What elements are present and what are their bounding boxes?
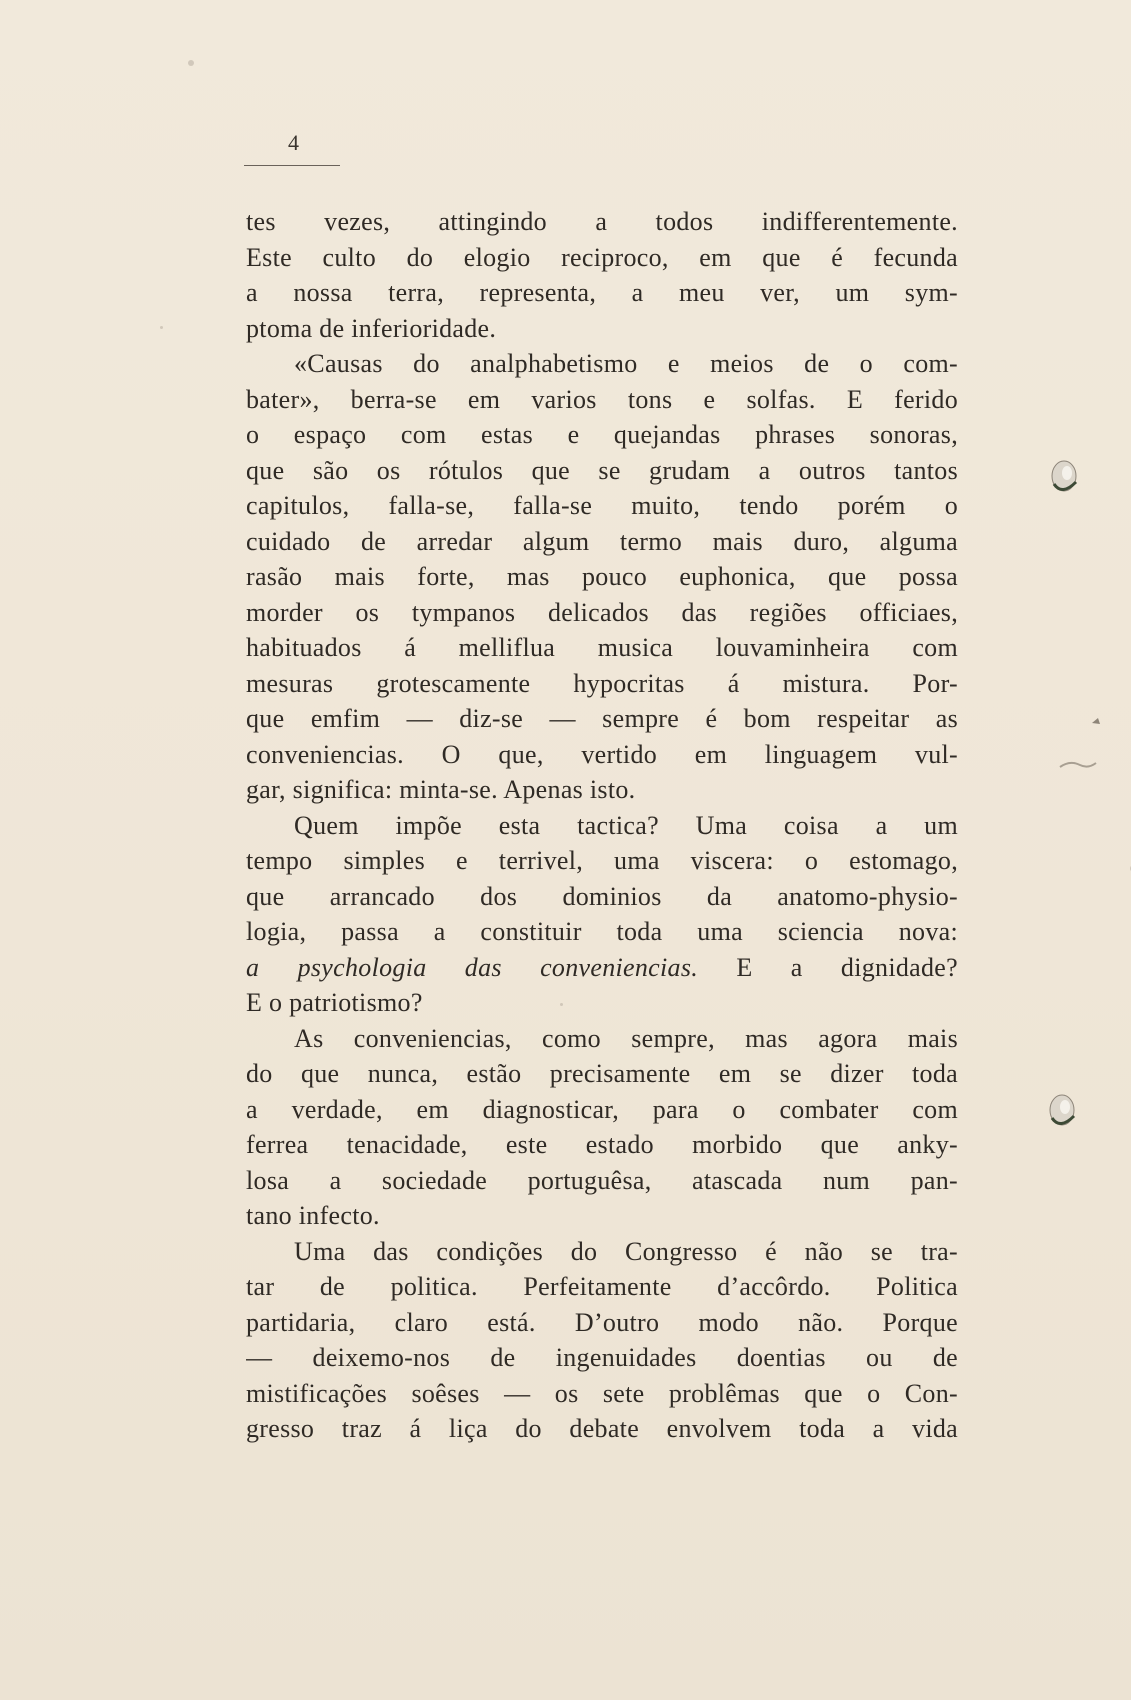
- text-line: que são os rótulos que se grudam a outros tantos: [246, 455, 958, 485]
- text-line: Uma das condições do Congresso é não se tra-: [294, 1236, 958, 1266]
- page-header: [244, 130, 340, 166]
- text-line-rest: E a dignidade?: [698, 952, 958, 982]
- text-line: que arrancado dos dominios da anatomo-physio-: [246, 881, 958, 911]
- text-line: capitulos, falla-se, falla-se muito, tendo porém o: [246, 491, 958, 520]
- text-line: do que nunca, estão precisamente em se dizer toda: [246, 1059, 958, 1088]
- text-line: mistificações soêses — os sete problêmas que o Con-: [246, 1378, 958, 1408]
- binding-ring-icon: [1042, 456, 1082, 496]
- header-rule: [244, 165, 340, 166]
- text-line: gresso traz á liça do debate envolvem toda a vida: [246, 1414, 958, 1443]
- text-line: Quem impõe esta tactica? Uma coisa a um: [294, 810, 958, 840]
- paper-speck: [160, 326, 163, 329]
- paper-speck: [188, 60, 194, 66]
- text-line: mesuras grotescamente hypocritas á mistura. Por-: [246, 668, 958, 698]
- text-line: habituados á melliflua musica louvaminheira com: [246, 633, 958, 662]
- text-line: ferrea tenacidade, este estado morbido que anky-: [246, 1130, 958, 1159]
- text-line: E o patriotismo?: [246, 988, 423, 1017]
- text-line: losa a sociedade portuguêsa, atascada num pan-: [246, 1165, 958, 1195]
- margin-mark-icon: [1090, 715, 1102, 727]
- text-line: logia, passa a constituir toda uma sciencia nova:: [246, 917, 958, 946]
- text-line: [246, 950, 958, 986]
- text-line: gar, significa: minta-se. Apenas isto.: [246, 775, 636, 804]
- margin-mark-icon: [1058, 758, 1098, 772]
- body-text: [246, 204, 958, 1447]
- text-line: tempo simples e terrivel, uma viscera: o estomago,: [246, 846, 958, 875]
- text-line: Este culto do elogio reciproco, em que é fecunda: [246, 242, 958, 272]
- text-line: rasão mais forte, mas pouco euphonica, que possa: [246, 562, 958, 591]
- text-line: «Causas do analphabetismo e meios de o com-: [294, 349, 958, 378]
- text-line: que emfim — diz-se — sempre é bom respeitar as: [246, 704, 958, 733]
- page-number: 4: [288, 130, 299, 155]
- italic-phrase: a psychologia das conveniencias.: [246, 952, 699, 982]
- text-line: a nossa terra, representa, a meu ver, um sym-: [246, 278, 958, 307]
- text-line: — deixemo-nos de ingenuidades doentias ou de: [246, 1343, 958, 1372]
- text-line: tano infecto.: [246, 1201, 380, 1230]
- text-line: conveniencias. O que, vertido em linguagem vul-: [246, 739, 958, 769]
- text-line: morder os tympanos delicados das regiões officiaes,: [246, 597, 958, 627]
- text-line: tar de politica. Perfeitamente d’accôrdo. Politica: [246, 1272, 958, 1301]
- text-line: tes vezes, attingindo a todos indifferentemente.: [246, 207, 958, 236]
- binding-ring-icon: [1040, 1090, 1080, 1130]
- text-line: cuidado de arredar algum termo mais duro, alguma: [246, 526, 958, 556]
- text-line: bater», berra-se em varios tons e solfas. E ferido: [246, 384, 958, 414]
- text-line: ptoma de inferioridade.: [246, 313, 497, 343]
- text-line: As conveniencias, como sempre, mas agora mais: [294, 1023, 958, 1053]
- text-line: partidaria, claro está. D’outro modo não. Porque: [246, 1307, 958, 1337]
- text-line: a verdade, em diagnosticar, para o combater com: [246, 1094, 958, 1124]
- text-line: o espaço com estas e quejandas phrases sonoras,: [246, 420, 958, 449]
